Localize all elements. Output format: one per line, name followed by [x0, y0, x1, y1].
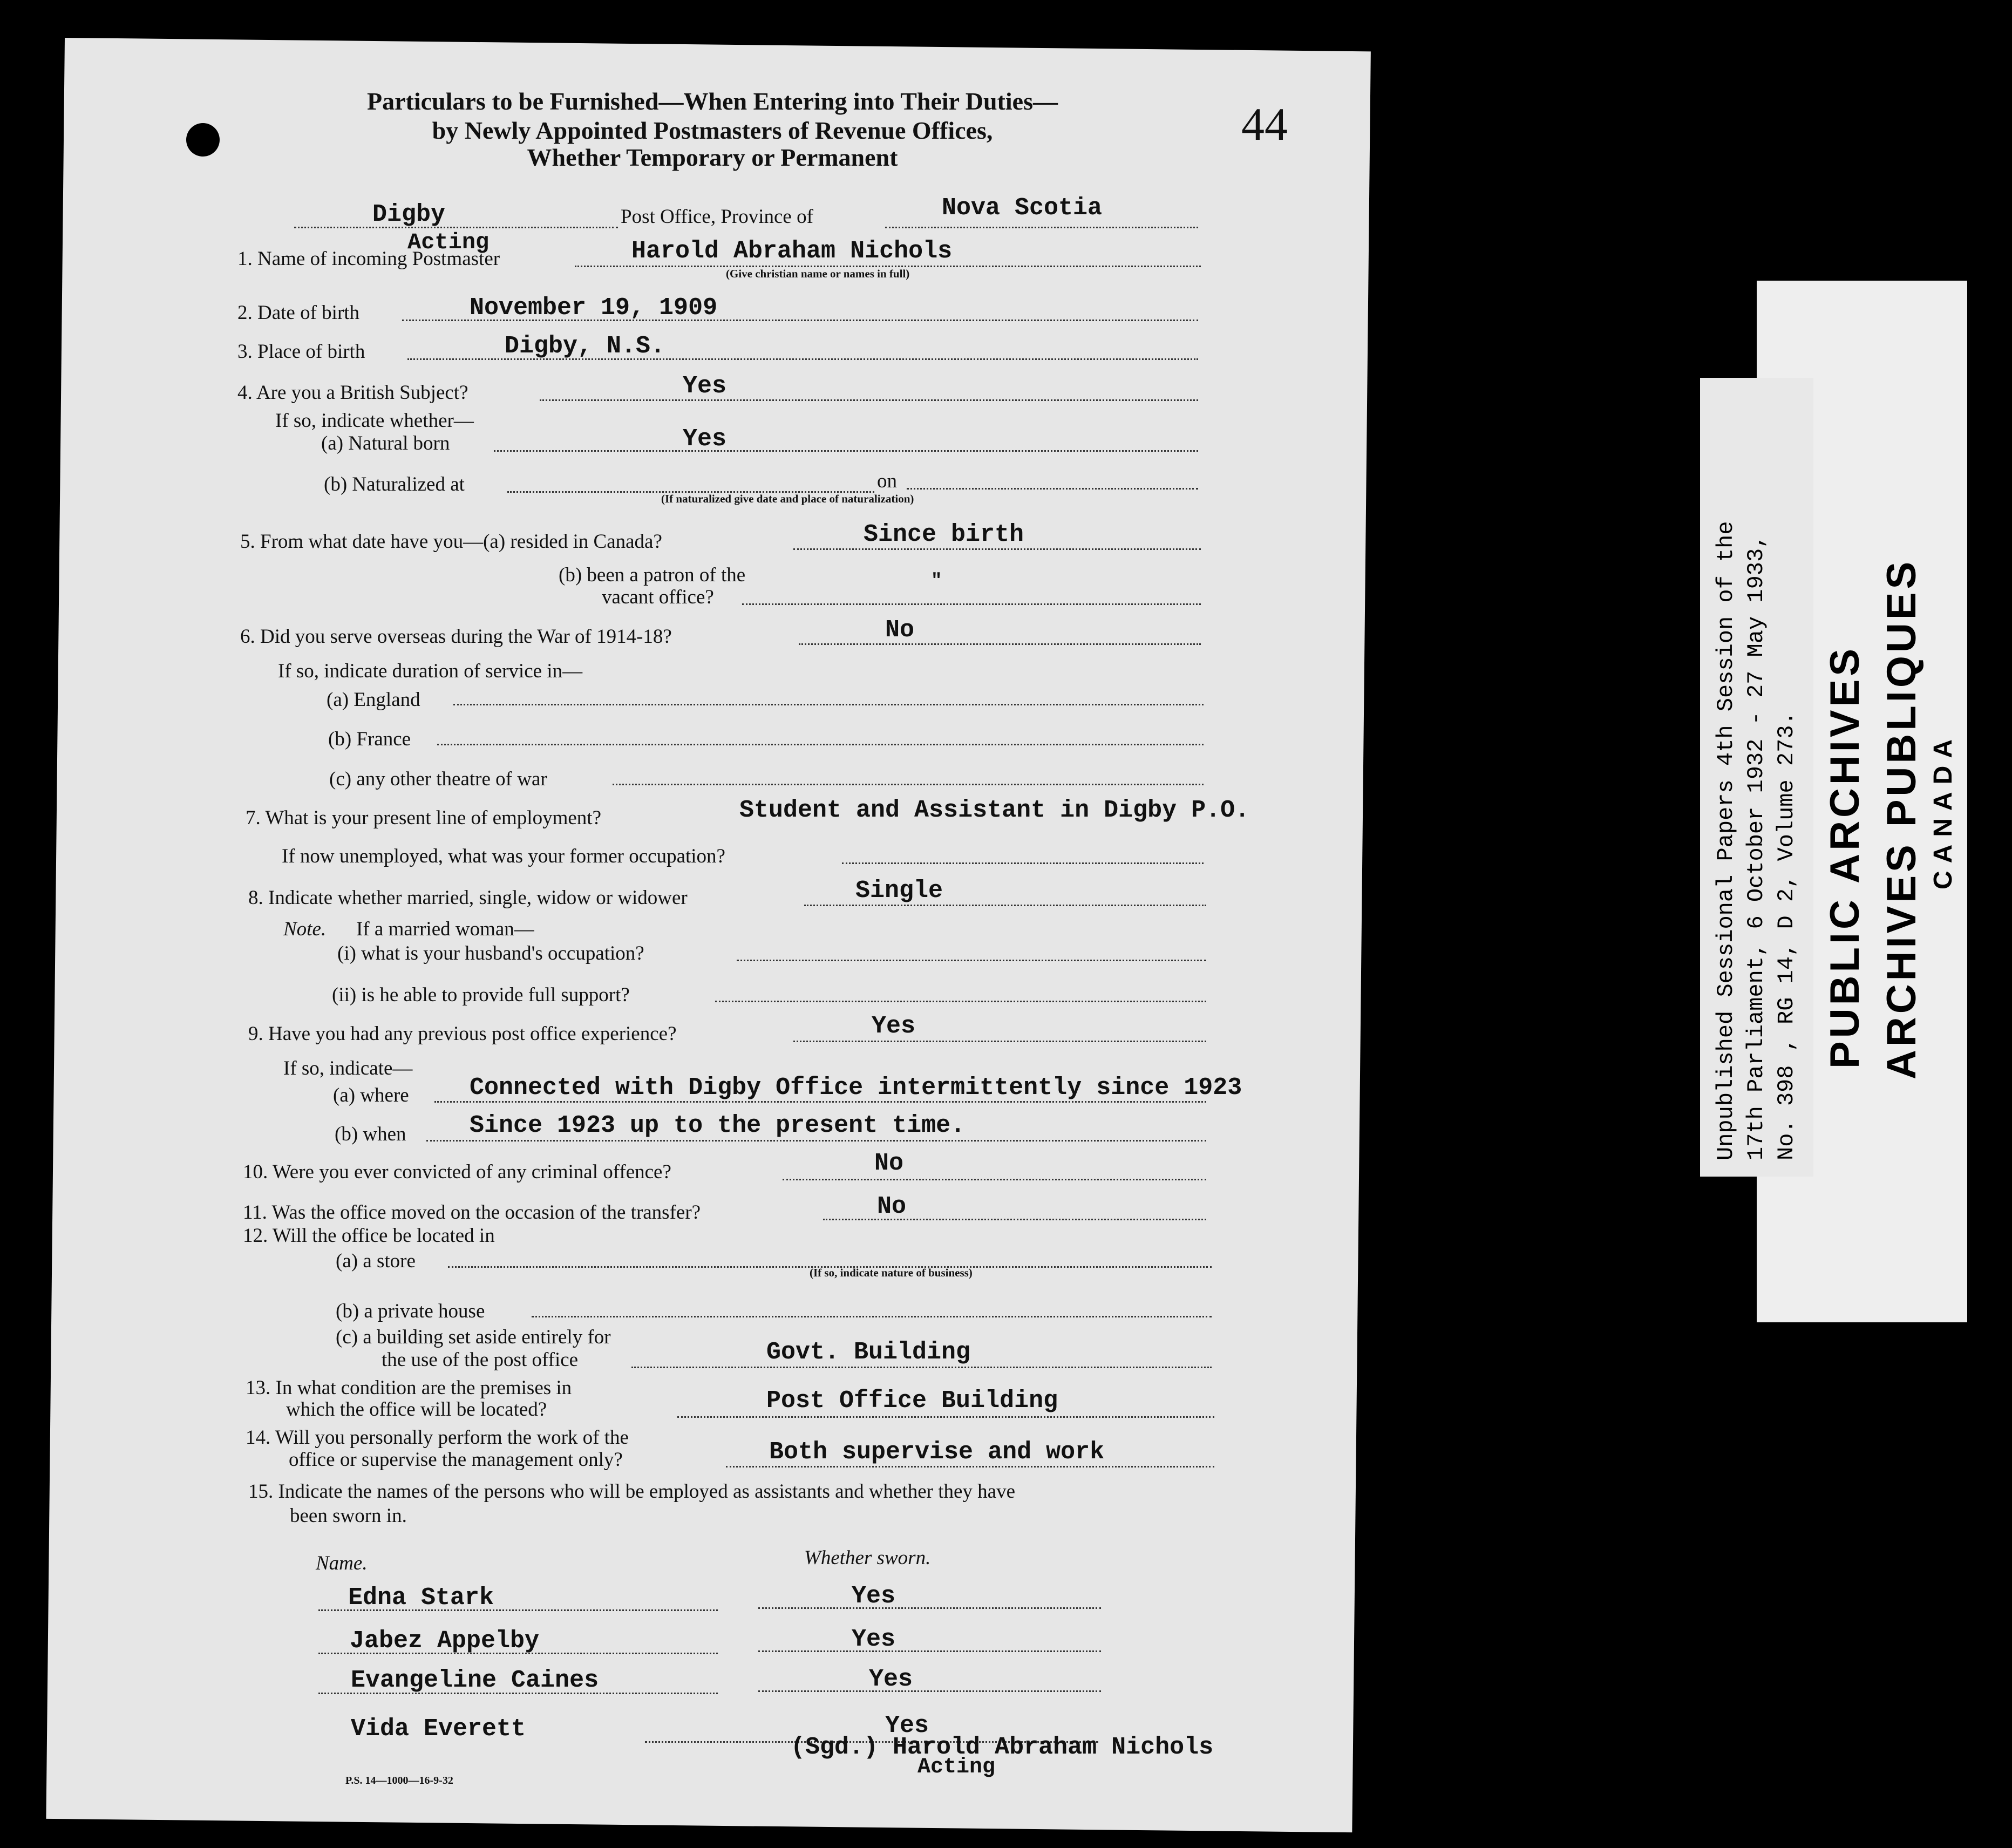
post-office-label: Post Office, Province of: [621, 206, 813, 228]
q5-answer: Since birth: [864, 521, 1024, 548]
assistant-name-4: Vida Everett: [351, 1715, 526, 1743]
archive-label-line-1: Unpublished Sessional Papers 4th Session of the: [1713, 521, 1739, 1160]
q12-label: 12. Will the office be located in: [243, 1225, 495, 1247]
q6-label: 6. Did you serve overseas during the War of 1914-18?: [240, 626, 672, 648]
q4-label: 4. Are you a British Subject?: [237, 382, 468, 404]
q9b-answer: Since 1923 up to the present time.: [470, 1112, 966, 1139]
q15-label-1: 15. Indicate the names of the persons who will be employed as assistants and whether they have: [248, 1480, 1016, 1503]
q5b-label-1: (b) been a patron of the: [559, 564, 746, 586]
header-line-3: Whether Temporary or Permanent: [527, 144, 898, 171]
q9a-label: (a) where: [333, 1084, 409, 1106]
archive-stamp-line-1: PUBLIC ARCHIVES: [1822, 646, 1868, 1069]
q15-label-2: been sworn in.: [290, 1505, 407, 1527]
q2-answer: November 19, 1909: [470, 294, 718, 322]
q12a-note: (If so, indicate nature of business): [810, 1266, 973, 1279]
q14-label-1: 14. Will you personally perform the work of the: [246, 1426, 629, 1449]
q13-answer: Post Office Building: [766, 1387, 1058, 1415]
archive-label-line-3: No. 398 , RG 14, D 2, Volume 273.: [1773, 711, 1799, 1160]
q6-answer: No: [885, 616, 915, 644]
q14-label-2: office or supervise the management only?: [289, 1449, 623, 1471]
q11-label: 11. Was the office moved on the occasion of the transfer?: [243, 1201, 701, 1224]
province-value: Nova Scotia: [942, 194, 1103, 222]
signature: (Sgd.) Harold Abraham Nichols: [791, 1734, 1214, 1761]
q8-ii: (ii) is he able to provide full support?: [332, 984, 630, 1006]
header-line-1: Particulars to be Furnished—When Entering into Their Duties—: [367, 87, 1058, 115]
archive-stamp-line-3: CANADA: [1929, 732, 1957, 889]
assistant-sworn-4: Yes: [885, 1712, 929, 1740]
q9-if-so: If so, indicate—: [283, 1057, 413, 1079]
q8-label: 8. Indicate whether married, single, widow or widower: [248, 887, 688, 909]
assistant-sworn-3: Yes: [869, 1666, 913, 1693]
signature-acting: Acting: [917, 1755, 996, 1779]
archive-label-line-2: 17th Parliament, 6 October 1932 - 27 May 1933,: [1743, 534, 1769, 1160]
q8-note-text: If a married woman—: [356, 918, 534, 940]
q6b: (b) France: [328, 728, 411, 750]
form-code: P.S. 14—1000—16-9-32: [345, 1775, 453, 1786]
q5b-answer: ": [931, 571, 942, 592]
header-line-2: by Newly Appointed Postmasters of Revenue Offices,: [432, 117, 993, 144]
q5-label: 5. From what date have you—(a) resided in Canada?: [240, 531, 662, 553]
assistant-sworn-2: Yes: [852, 1626, 896, 1653]
q12c-2: the use of the post office: [382, 1349, 579, 1371]
q4b-note: (If naturalized give date and place of naturalization): [661, 492, 914, 505]
q9-label: 9. Have you had any previous post office experience?: [248, 1023, 677, 1045]
assistant-sworn-1: Yes: [852, 1582, 896, 1610]
q12c-answer: Govt. Building: [766, 1339, 971, 1366]
q1-answer: Harold Abraham Nichols: [631, 237, 953, 265]
q10-label: 10. Were you ever convicted of any criminal offence?: [243, 1161, 671, 1183]
q13-label-1: 13. In what condition are the premises in: [246, 1377, 572, 1399]
q4-if-so: If so, indicate whether—: [275, 410, 474, 432]
q4a-label: (a) Natural born: [321, 432, 450, 454]
punch-hole: [186, 123, 220, 157]
q12c-1: (c) a building set aside entirely for: [336, 1326, 611, 1348]
q7-former: If now unemployed, what was your former occupation?: [282, 845, 725, 867]
q3-answer: Digby, N.S.: [505, 332, 665, 360]
q6-if-so: If so, indicate duration of service in—: [278, 660, 583, 682]
q9a-answer: Connected with Digby Office intermittently since 1923: [470, 1074, 1242, 1102]
q1-note: (Give christian name or names in full): [726, 267, 910, 280]
post-office-value: Digby: [372, 201, 446, 228]
q9b-label: (b) when: [335, 1123, 406, 1145]
page-number: 44: [1241, 98, 1288, 150]
q6c: (c) any other theatre of war: [329, 768, 547, 790]
q2-label: 2. Date of birth: [237, 302, 360, 324]
assistant-name-2: Jabez Appelby: [350, 1627, 540, 1655]
q10-answer: No: [874, 1150, 904, 1177]
q8-note: Note.: [283, 918, 327, 940]
q1-label: 1. Name of incoming Postmaster: [237, 248, 500, 270]
q9-answer: Yes: [872, 1013, 916, 1040]
q4b-on: on: [877, 470, 897, 492]
q4b-label: (b) Naturalized at: [324, 473, 465, 495]
q4-answer: Yes: [683, 372, 727, 400]
q1-acting: Acting: [407, 229, 490, 255]
sworn-column-header: Whether sworn.: [804, 1547, 931, 1569]
q7-label: 7. What is your present line of employment?: [246, 807, 601, 829]
assistant-name-1: Edna Stark: [348, 1584, 494, 1612]
q11-answer: No: [877, 1193, 907, 1220]
q3-label: 3. Place of birth: [237, 341, 365, 363]
assistant-name-3: Evangeline Caines: [351, 1667, 599, 1694]
q8-i: (i) what is your husband's occupation?: [337, 942, 644, 964]
q5b-label-2: vacant office?: [602, 586, 714, 608]
q8-answer: Single: [855, 877, 943, 905]
q7-answer: Student and Assistant in Digby P.O.: [739, 797, 1250, 824]
q12a: (a) a store: [336, 1250, 416, 1272]
archive-stamp-line-2: ARCHIVES PUBLIQUES: [1879, 558, 1925, 1079]
q6a: (a) England: [327, 689, 420, 711]
q14-answer: Both supervise and work: [769, 1438, 1105, 1466]
q4a-answer: Yes: [683, 425, 727, 453]
q13-label-2: which the office will be located?: [286, 1398, 547, 1421]
name-column-header: Name.: [316, 1552, 368, 1574]
archive-reference-label: [1700, 378, 1813, 1177]
q12b: (b) a private house: [336, 1300, 485, 1322]
